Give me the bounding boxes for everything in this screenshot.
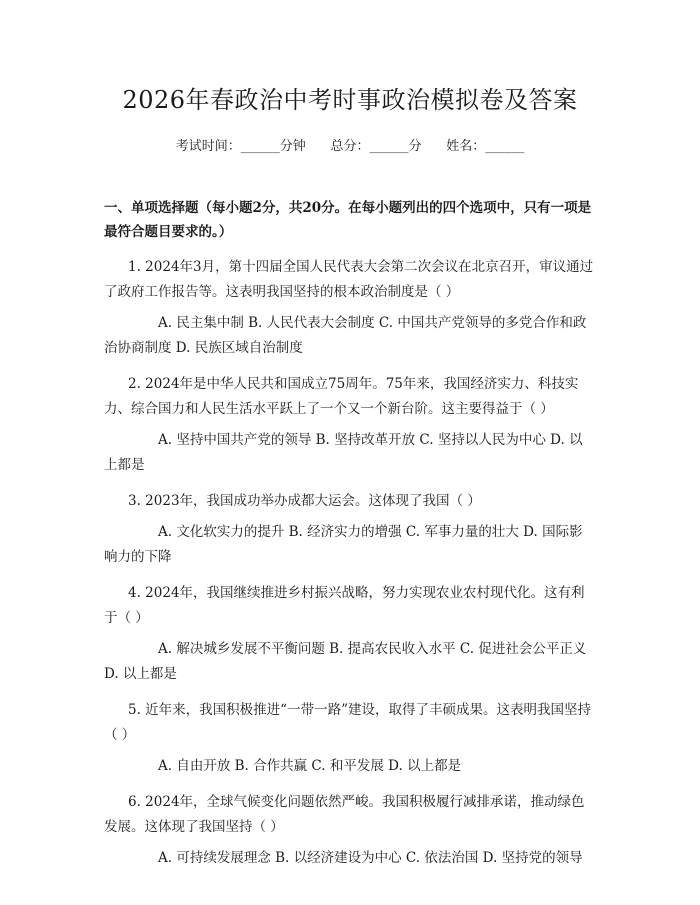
section-heading: 一、单项选择题（每小题2分，共20分。在每小题列出的四个选项中，只有一项是最符合题目要求的。） [104,200,592,240]
question-stem: 2. 2024年是中华人民共和国成立75周年。75年来，我国经济实力、科技实力、综合国力和人民生活水平跃上了一个又一个新台阶。这主要得益于（ ） [104,376,579,417]
question-options: A. 自由开放 B. 合作共赢 C. 和平发展 D. 以上都是 [158,758,462,774]
question-stem: 3. 2023年，我国成功举办成都大运会。这体现了我国（ ） [128,493,481,509]
question-4 [104,581,596,687]
question-stem: 5. 近年来，我国积极推进“一带一路”建设，取得了丰硕成果。这表明我国坚持（ ） [104,702,591,743]
exam-meta-line: 考试时间：______分钟 总分：______分 姓名：______ [175,139,525,154]
exam-title: 2026年春政治中考时事政治模拟卷及答案 [122,86,578,114]
question-options: A. 文化软实力的提升 B. 经济实力的增强 C. 军事力量的壮大 D. 国际影响力的下降 [104,524,583,565]
question-2 [104,372,596,478]
question-options: A. 解决城乡发展不平衡问题 B. 提高农民收入水平 C. 促进社会公平正义 D. 以上都是 [104,641,587,682]
question-stem: 6. 2024年，全球气候变化问题依然严峻。我国积极履行减排承诺，推动绿色发展。这体现了我国坚持（ ） [104,794,585,835]
question-options: A. 民主集中制 B. 人民代表大会制度 C. 中国共产党领导的多党合作和政治协商制度 D. 民族区域自治制度 [104,315,587,356]
question-stem: 4. 2024年，我国继续推进乡村振兴战略，努力实现农业农村现代化。这有利于（ ） [104,585,585,626]
question-options: A. 可持续发展理念 B. 以经济建设为中心 C. 依法治国 D. 坚持党的领导 [158,850,583,866]
question-6 [104,790,596,871]
question-options: A. 坚持中国共产党的领导 B. 坚持改革开放 C. 坚持以人民为中心 D. 以上都是 [104,432,583,473]
question-stem: 1. 2024年3月，第十四届全国人民代表大会第二次会议在北京召开，审议通过了政府工作报告等。这表明我国坚持的根本政治制度是（ ） [104,259,594,300]
question-5 [104,698,596,779]
question-1 [104,255,596,361]
question-3 [104,489,596,570]
